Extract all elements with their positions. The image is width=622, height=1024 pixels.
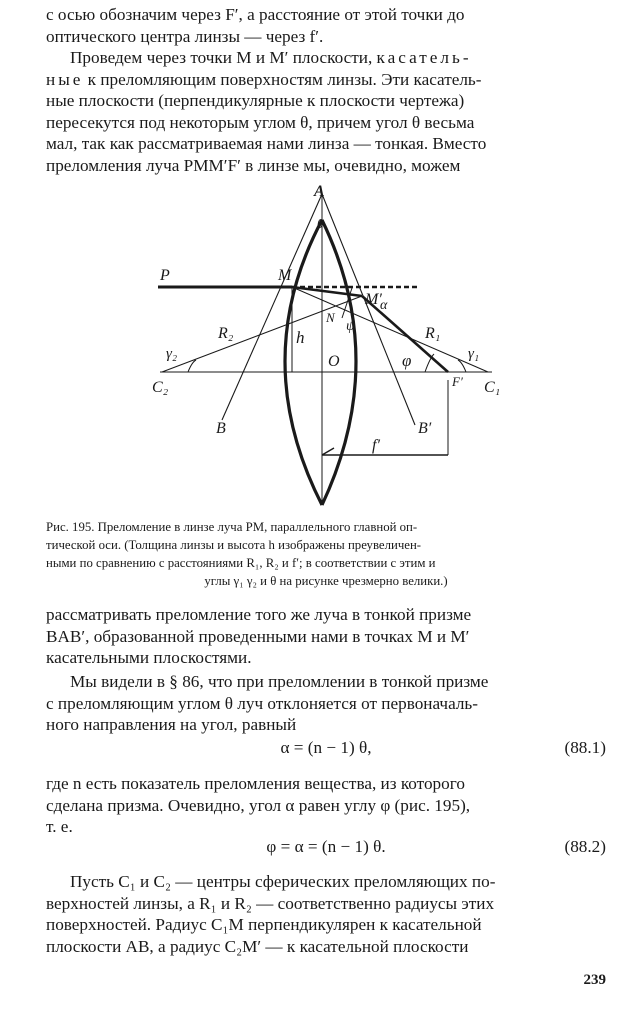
text-line: оптического центра линзы — через f′. bbox=[46, 26, 324, 46]
text-line: BAB′, образованной проведенными нами в точках M и M′ bbox=[46, 626, 470, 646]
text-line: т. е. bbox=[46, 817, 73, 836]
paragraph-refractive-index bbox=[46, 773, 606, 838]
text-line: плоскости AB, а радиус C₂M′ — к касательной плоскости bbox=[46, 936, 469, 956]
label-gamma2: γ₂ bbox=[166, 346, 178, 362]
caption-line: углы γ₁ γ₂ и θ на рисунке чрезмерно велики.) bbox=[204, 574, 448, 588]
text-line bbox=[46, 47, 606, 69]
label-F-prime: F′ bbox=[452, 374, 463, 389]
spaced-word: касатель- bbox=[376, 48, 472, 67]
label-N: N bbox=[326, 310, 335, 325]
text-line: где n есть показатель преломления вещества, из которого bbox=[46, 774, 465, 793]
label-B: B bbox=[216, 420, 226, 437]
label-gamma1: γ₁ bbox=[468, 346, 480, 362]
text-line: с преломляющим углом θ луч отклоняется от первоначаль- bbox=[46, 693, 478, 713]
label-R2: R₂ bbox=[218, 325, 234, 342]
page-number: 239 bbox=[583, 972, 606, 988]
lens-left-surface bbox=[285, 220, 322, 505]
label-M-prime: M′ bbox=[365, 291, 382, 308]
label-B-prime: B′ bbox=[418, 420, 432, 437]
spaced-word: ные bbox=[46, 69, 84, 89]
label-A: A bbox=[314, 183, 325, 200]
text-fragment: Проведем через точки M и M′ плоскости, bbox=[70, 48, 377, 67]
top-text bbox=[46, 4, 606, 47]
text-line: мал, так как рассматриваемая нами линза — тонкая. Вместо bbox=[46, 134, 487, 153]
text-line: рассматривать преломление того же луча в тонкой призме bbox=[46, 605, 472, 624]
paragraph-centers bbox=[46, 871, 606, 957]
equation-88-2 bbox=[46, 837, 606, 861]
text-line: ные плоскости (перпендикулярные к плоскости чертежа) bbox=[46, 91, 465, 110]
equation-number: (88.2) bbox=[564, 837, 606, 856]
tangent-plane-AB bbox=[222, 194, 322, 420]
label-O: O bbox=[328, 353, 340, 370]
text-line: Пусть C₁ и C₂ — центры сферических преломляющих по- bbox=[70, 872, 496, 891]
text-line: сделана призма. Очевидно, угол α равен углу φ (рис. 195), bbox=[46, 795, 471, 815]
label-h: h bbox=[296, 328, 305, 347]
label-phi: φ bbox=[402, 351, 412, 370]
tangent-plane-AB-prime bbox=[322, 194, 415, 425]
text-line: верхностей линзы, а R₁ и R₂ — соответственно радиусы этих bbox=[46, 893, 495, 913]
equation-number: (88.1) bbox=[564, 738, 606, 757]
text-line: Мы видели в § 86, что при преломлении в тонкой призме bbox=[70, 672, 489, 691]
label-psi: ψ bbox=[346, 319, 355, 334]
label-P: P bbox=[160, 267, 170, 284]
label-M: M bbox=[278, 267, 292, 284]
label-C1: C₁ bbox=[484, 379, 501, 396]
text-line: пересекутся под некоторым углом θ, причем угол θ весьма bbox=[46, 112, 475, 132]
paragraph-tangent-planes bbox=[46, 47, 606, 176]
text-line: ного направления на угол, равный bbox=[46, 715, 297, 734]
equation-formula: α = (n − 1) θ, bbox=[280, 738, 372, 757]
text-fragment: к преломляющим поверхностям линзы. Эти касатель- bbox=[83, 69, 482, 89]
focal-length-left-tick bbox=[322, 448, 334, 455]
equation-formula: φ = α = (n − 1) θ. bbox=[266, 837, 386, 856]
paragraph-thin-prism bbox=[46, 604, 606, 669]
text-line bbox=[46, 69, 606, 91]
paragraph-deviation bbox=[46, 671, 606, 736]
label-C2: C₂ bbox=[152, 379, 169, 396]
radius-R1 bbox=[292, 287, 488, 372]
caption-line: тической оси. (Толщина линзы и высота h изображены преувеличен- bbox=[46, 538, 422, 552]
lens-figure bbox=[0, 180, 622, 515]
text-line: касательными плоскостями. bbox=[46, 648, 252, 667]
figure-caption bbox=[46, 518, 606, 590]
label-R1: R₁ bbox=[425, 325, 441, 342]
label-theta: θ bbox=[317, 216, 324, 231]
text-line: поверхностей. Радиус C₁M перпендикулярен к касательной bbox=[46, 915, 482, 934]
caption-line: ными по сравнению с расстояниями R₁, R₂ и f′; в соответствии с этим и bbox=[46, 556, 436, 570]
equation-88-1 bbox=[46, 738, 606, 762]
label-alpha: α bbox=[380, 298, 388, 313]
text-line: с осью обозначим через F′, а расстояние от этой точки до bbox=[46, 5, 465, 24]
caption-line: Рис. 195. Преломление в линзе луча PM, параллельного главной оп- bbox=[46, 520, 418, 534]
label-f-prime: f′ bbox=[372, 437, 380, 454]
text-line: преломления луча PMM′F′ в линзе мы, очевидно, можем bbox=[46, 155, 461, 175]
